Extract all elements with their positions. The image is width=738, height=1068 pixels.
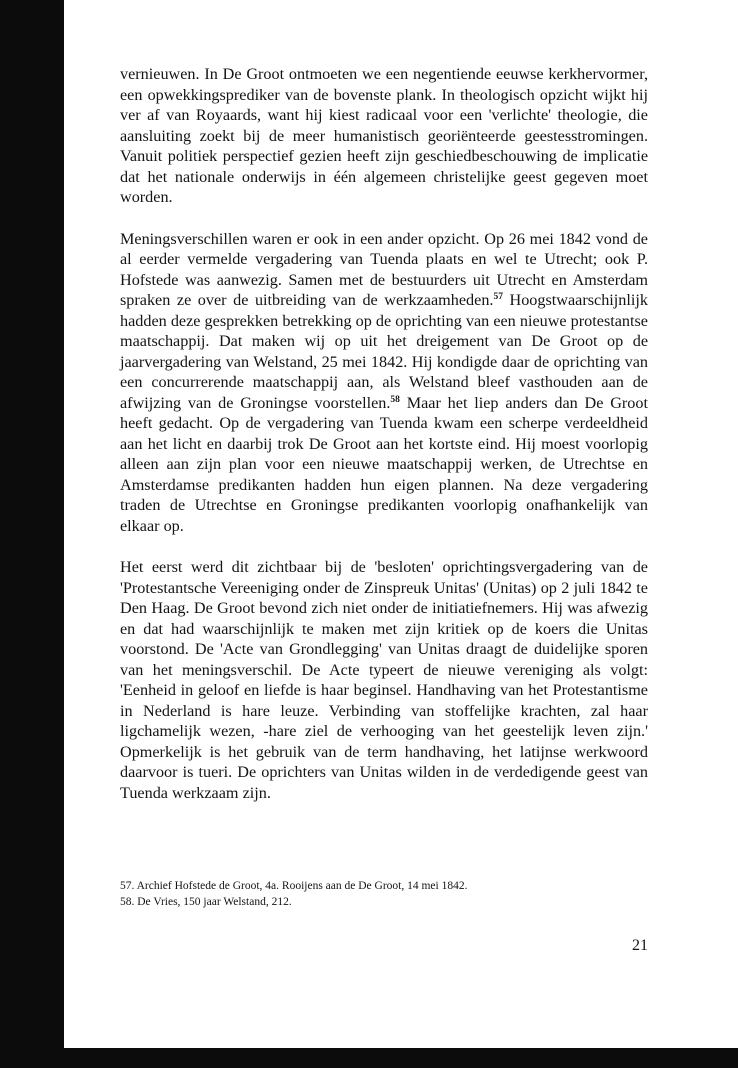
footnote-58: 58. De Vries, 150 jaar Welstand, 212. [120,896,292,908]
body-text [120,64,648,803]
document-page [64,0,738,1048]
footnote-ref-57: 57 [493,292,503,302]
paragraph-2-text-c: Maar het liep anders dan De Groot heeft gedacht. Op de vergadering van Tuenda kwam een scherpe verdeeldheid aan het licht en daarbij trok De Groot aan het kortste eind. Hij moest voorlopig alleen aan zijn plan voor een nieuwe maatschappij werken, de Utrechtse en Amsterdamse predikanten hadden hun eigen plannen. Na deze vergadering traden de Utrechtse en Groningse predikanten voorlopig onafhankelijk van elkaar op. [120,393,648,535]
page-number: 21 [632,937,648,954]
footnotes [120,878,648,910]
paragraph-1 [120,64,648,208]
paragraph-2 [120,229,648,537]
footnote-ref-58: 58 [390,394,400,405]
paragraph-2-text-a: Meningsverschillen waren er ook in een ander opzicht. Op 26 mei 1842 vond de al eerder vermelde vergadering van Tuenda plaats en wel te Utrecht; ook P. Hofstede was aanwezig. Samen met de bestuurders uit Utrecht en Amsterdam spraken ze over de uitbreiding van de werkzaamheden. [120,229,648,309]
paragraph-2-text-b: Hoogstwaarschijnlijk hadden deze gesprekken betrekking op de oprichting van een nieuwe protestantse maatschappij. Dat maken wij op uit het dreigement van De Groot op de jaarvergadering van Welstand, 25 mei 1842. Hij kondigde daar de oprichting van een concurrerende maatschappij aan, als Welstand bleef vasthouden aan de afwijzing van de Groningse voorstellen. [120,291,648,412]
paragraph-3-text: Het eerst werd dit zichtbaar bij de 'besloten' oprichtingsvergadering van de 'Protestantsche Vereeniging onder de Zinspreuk Unitas' (Unitas) op 2 juli 1842 te Den Haag. De Groot bevond zich niet onder de initiatiefnemers. Hij was afwezig en dat had waarschijnlijk te maken met zijn kritiek op de koers die Unitas voorstond. De 'Acte van Grondlegging' van Unitas draagt de duidelijke sporen van het meningsverschil. De Acte typeert de nieuwe vereniging als volgt: 'Eenheid in geloof en liefde is haar beginsel. Handhaving van het Protestantisme in Nederland is hare leuze. Verbinding van stoffelijke krachten, zal haar ligchamelijk wezen, -hare ziel de verhooging van het geestelijk leven zijn.' Opmerkelijk is het gebruik van de term handhaving, het latijnse werkwoord daarvoor is tueri. De oprichters van Unitas wilden in de verdedigende geest van Tuenda werkzaam zijn. [120,558,648,802]
paragraph-3 [120,557,648,803]
paragraph-1-text: vernieuwen. In De Groot ontmoeten we een negentiende eeuwse kerkhervormer, een opwekkingsprediker van de bovenste plank. In theologisch opzicht wijkt hij ver af van Royaards, want hij kiest radicaal voor een 'verlichte' theologie, die aansluiting zoekt bij de meer humanistisch georiënteerde geestesstromingen. Vanuit politiek perspectief gezien heeft zijn geschiedbeschouwing de implicatie dat het nationale onderwijs in één algemeen christelijke geest gegeven moet worden. [120,65,648,206]
scan-border-left [0,0,64,1068]
footnote-57: 57. Archief Hofstede de Groot, 4a. Rooijens aan de De Groot, 14 mei 1842. [120,880,468,892]
scan-border-bottom [0,1048,738,1068]
